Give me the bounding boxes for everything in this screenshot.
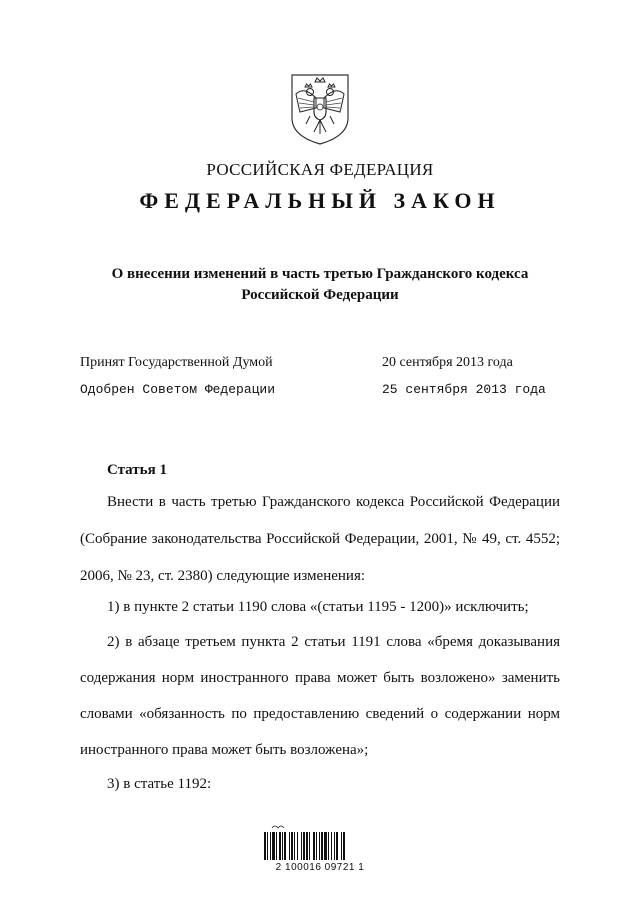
article-text-line: (Собрание законодательства Российской Федерации, 2001, № 49, ст. 4552; [80,531,560,547]
article-heading: Статья 1 [107,462,167,478]
article-text-line: иностранного права может быть возложена»; [80,742,369,758]
country-title: РОССИЙСКАЯ ФЕДЕРАЦИЯ [206,160,434,179]
article-text-line: 3) в статье 1192: [107,776,212,792]
article-text-line: содержания норм иностранного права может быть возложено» заменить [80,670,560,686]
law-subject-line-1: О внесении изменений в часть третью Гражданского кодекса [111,266,529,282]
adopted-date: 20 сентября 2013 года [382,355,513,370]
law-subject-heading [0,264,640,306]
article-text-line: 1) в пункте 2 статьи 1190 слова «(статьи 1195 - 1200)» исключить; [107,599,529,615]
article-text-line: словами «обязанность по предоставлению сведений о содержании норм [80,706,560,722]
article-text-line: Внести в часть третью Гражданского кодекса Российской Федерации [107,494,560,510]
coat-of-arms-emblem-icon [288,72,352,146]
adopted-by-duma-label: Принят Государственной Думой [80,355,273,370]
approved-by-council-label: Одобрен Советом Федерации [80,382,276,397]
document-type-title: ФЕДЕРАЛЬНЫЙ ЗАКОН [139,188,501,213]
barcode-icon [258,822,382,882]
barcode-number: 2 100016 09721 1 [275,862,365,873]
article-text-line: 2006, № 23, ст. 2380) следующие изменения: [80,568,366,584]
approved-date: 25 сентября 2013 года [382,382,546,397]
article-text-line: 2) в абзаце третьем пункта 2 статьи 1191 слова «бремя доказывания [107,634,560,650]
law-subject-line-2: Российской Федерации [241,287,399,303]
